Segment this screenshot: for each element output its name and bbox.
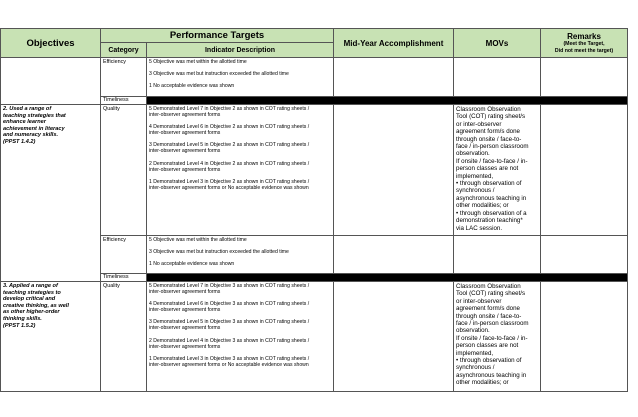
objective-line: teaching strategies that	[3, 112, 66, 119]
remarks-header	[541, 29, 628, 58]
movs-line: implemented,	[456, 349, 494, 357]
indicator-quality-3	[147, 282, 334, 392]
indicator-line: inter-observer agreement forms	[149, 166, 221, 173]
indicator-line: 2 Demonstrated Level 4 in Objective 2 as shown in COT rating sheets /	[149, 160, 310, 167]
movs-line: or inter-observer	[456, 297, 502, 305]
category-timeliness: Timeliness	[101, 274, 147, 282]
indicator-line: inter-observer agreement forms or No acceptable evidence was shown	[149, 361, 309, 368]
indicator-line: 1 No acceptable evidence was shown	[149, 83, 235, 90]
timeliness-bar	[147, 97, 628, 105]
remarks-subtitle-1: (Meet the Target,	[563, 40, 605, 47]
indicator-line: 1 Demonstrated Level 3 in Objective 2 as shown in COT rating sheets /	[149, 178, 310, 185]
indicator-item	[149, 319, 331, 331]
indicator-line: inter-observer agreement forms	[149, 307, 221, 314]
indicator-line: 5 Demonstrated Level 7 in Objective 2 as shown in COT rating sheets /	[149, 106, 310, 112]
movs-line: Classroom Observation	[456, 283, 521, 290]
movs-line: via LAC session.	[456, 224, 503, 232]
objective-2-cell	[1, 105, 101, 282]
movs-line: or inter-observer	[456, 120, 502, 128]
indicator-efficiency-2	[147, 236, 334, 274]
indicator-line: 5 Objective was met within the allotted time	[149, 237, 247, 243]
category-quality: Quality	[101, 105, 147, 236]
movs-cell-2	[454, 105, 541, 236]
mid-year-cell	[334, 105, 454, 236]
timeliness-bar	[147, 274, 628, 282]
objective-line: teaching strategies to	[3, 289, 61, 296]
movs-line: • through observation of a	[456, 209, 527, 217]
movs-line: through onsite / face-to-	[456, 135, 522, 143]
indicator-line: 3 Demonstrated Level 5 in Objective 2 as shown in COT rating sheets /	[149, 142, 310, 149]
indicator-item	[149, 124, 331, 136]
movs-line: synchronous /	[456, 364, 495, 372]
movs-line: person classes are not	[456, 342, 519, 350]
mid-year-header: Mid-Year Accomplishment	[334, 29, 454, 58]
objective-line: and numeracy skills.	[3, 132, 59, 139]
category-efficiency: Efficiency	[101, 236, 147, 274]
objective-line: enhance learner	[3, 119, 46, 126]
indicator-line: inter-observer agreement forms or No acceptable evidence was shown	[149, 184, 309, 191]
category-timeliness: Timeliness	[101, 97, 147, 105]
remarks-cell	[541, 282, 628, 392]
mid-year-cell	[334, 282, 454, 392]
objective-cell-empty	[1, 58, 101, 105]
objective-line: as other higher-order	[3, 309, 60, 316]
movs-line: asynchronous teaching in	[456, 371, 527, 379]
movs-line: If onsite / face-to-face / in-	[456, 334, 528, 342]
indicator-line: 4 Demonstrated Level 6 in Objective 2 as shown in COT rating sheets /	[149, 124, 310, 131]
category-quality: Quality	[101, 282, 147, 392]
movs-line: agreement form/s done	[456, 305, 520, 313]
movs-cell	[454, 236, 541, 274]
objective-line: creative thinking, as well	[3, 302, 69, 309]
indicator-line: 5 Demonstrated Level 7 in Objective 3 as shown in COT rating sheets /	[149, 283, 310, 289]
movs-line: Tool (COT) rating sheet/s	[456, 113, 526, 121]
movs-line: agreement form/s done	[456, 128, 520, 136]
movs-line: • through observation of	[456, 357, 522, 365]
indicator-item	[149, 161, 331, 173]
objective-line: 3. Applied a range of	[3, 283, 58, 289]
objective-line: (PPST 1.5.2)	[3, 322, 36, 329]
remarks-title: Remarks	[567, 31, 601, 41]
movs-line: observation.	[456, 327, 490, 335]
objective-line: develop critical and	[3, 296, 56, 303]
indicator-item	[149, 179, 331, 191]
indicator-line: inter-observer agreement forms	[149, 289, 221, 296]
indicator-line: 3 Objective was met but instruction exceeded the allotted time	[149, 249, 289, 256]
indicator-efficiency-1	[147, 58, 334, 97]
movs-line: synchronous /	[456, 187, 495, 195]
movs-header: MOVs	[454, 29, 541, 58]
movs-line: face / in-person classroom	[456, 143, 529, 151]
movs-line: implemented,	[456, 172, 494, 180]
indicator-item	[149, 338, 331, 350]
movs-line: Classroom Observation	[456, 106, 521, 113]
mid-year-cell	[334, 58, 454, 97]
objective-line: thinking skills.	[3, 315, 42, 322]
movs-line: observation.	[456, 150, 490, 158]
category-efficiency: Efficiency	[101, 58, 147, 97]
objective-3-cell	[1, 282, 101, 392]
remarks-cell	[541, 105, 628, 236]
movs-line: other modalities; or	[456, 202, 509, 210]
indicator-line: 2 Demonstrated Level 4 in Objective 3 as shown in COT rating sheets /	[149, 337, 310, 344]
indicator-line: 3 Objective was met but instruction exceeded the allotted time	[149, 71, 289, 78]
objective-line: achievement in literacy	[3, 125, 65, 132]
objectives-header: Objectives	[1, 29, 101, 58]
indicator-item	[149, 301, 331, 313]
movs-line: If onsite / face-to-face / in-	[456, 157, 528, 165]
indicator-line: 4 Demonstrated Level 6 in Objective 3 as shown in COT rating sheets /	[149, 301, 310, 308]
movs-line: demonstration teaching*	[456, 217, 523, 225]
indicator-item	[149, 283, 331, 295]
movs-line: other modalities; or	[456, 379, 509, 387]
remarks-cell	[541, 58, 628, 97]
indicator-line: 3 Demonstrated Level 5 in Objective 3 as shown in COT rating sheets /	[149, 319, 310, 326]
performance-table	[0, 28, 628, 392]
performance-targets-header: Performance Targets	[101, 29, 334, 43]
indicator-quality-2	[147, 105, 334, 236]
movs-line: Tool (COT) rating sheet/s	[456, 290, 526, 298]
objective-line: (PPST 1.4.2)	[3, 138, 36, 145]
indicator-line: inter-observer agreement forms	[149, 112, 221, 119]
remarks-cell	[541, 236, 628, 274]
indicator-line: inter-observer agreement forms	[149, 325, 221, 332]
indicator-item	[149, 106, 331, 118]
mid-year-cell	[334, 236, 454, 274]
remarks-subtitle-2: Did not meet the target)	[554, 47, 614, 54]
movs-line: • through observation of	[456, 180, 522, 188]
indicator-description-header: Indicator Description	[147, 43, 334, 58]
indicator-line: 1 No acceptable evidence was shown	[149, 261, 235, 268]
movs-line: person classes are not	[456, 165, 519, 173]
indicator-line: inter-observer agreement forms	[149, 343, 221, 350]
movs-cell-3	[454, 282, 541, 392]
movs-line: asynchronous teaching in	[456, 194, 527, 202]
indicator-line: 5 Objective was met within the allotted time	[149, 59, 247, 65]
movs-line: face / in-person classroom	[456, 320, 529, 328]
movs-cell	[454, 58, 541, 97]
indicator-item	[149, 142, 331, 154]
category-header: Category	[101, 43, 147, 58]
indicator-item	[149, 356, 331, 368]
indicator-line: inter-observer agreement forms	[149, 130, 221, 137]
indicator-line: inter-observer agreement forms	[149, 148, 221, 155]
objective-line: 2. Used a range of	[3, 106, 52, 112]
movs-line: through onsite / face-to-	[456, 312, 522, 320]
indicator-line: 1 Demonstrated Level 3 in Objective 3 as shown in COT rating sheets /	[149, 355, 310, 362]
